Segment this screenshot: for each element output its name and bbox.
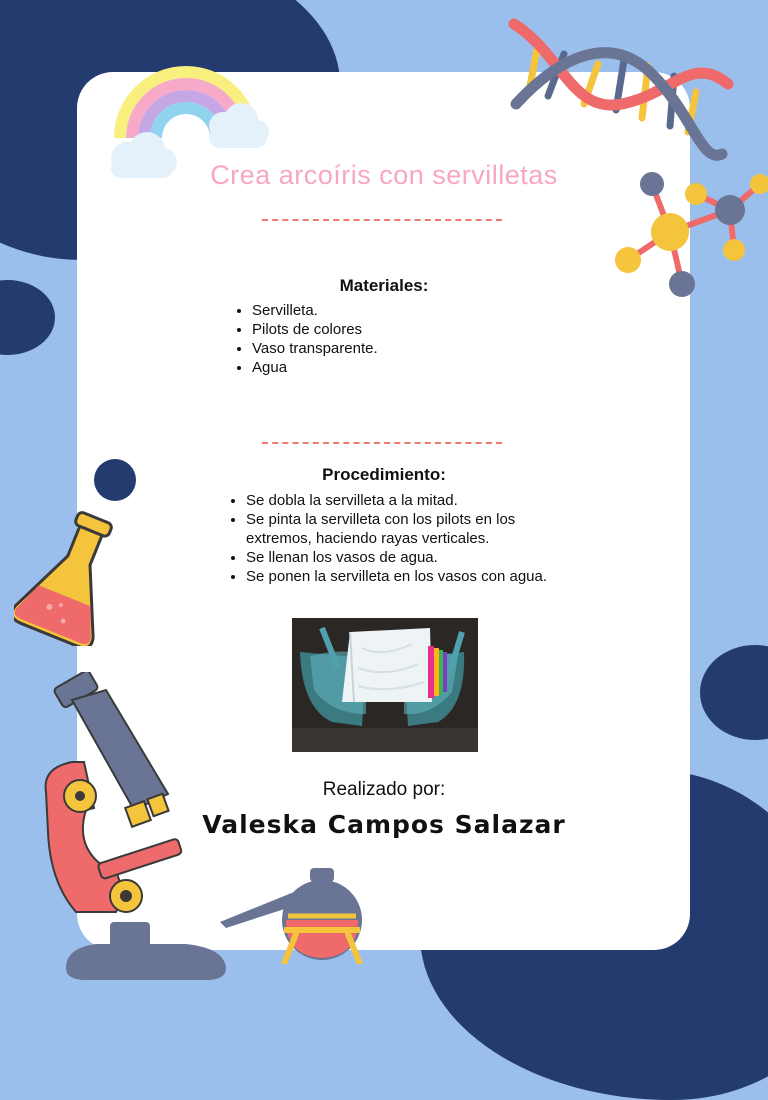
retort-flask-icon	[214, 864, 370, 964]
list-item: • Se pinta la servilleta con los pilots en los extremos, haciendo rayas verticales.	[246, 510, 566, 548]
page-title: Crea arcoíris con servilletas	[210, 160, 558, 190]
list-item: • Servilleta.	[252, 301, 552, 320]
dna-icon	[502, 14, 738, 164]
list-item: • Se llenan los vasos de agua.	[246, 548, 566, 567]
author-label: Realizado por:	[322, 779, 446, 800]
experiment-photo	[292, 618, 478, 752]
list-item: • Vaso transparente.	[252, 339, 552, 358]
list-item: • Pilots de colores	[252, 320, 552, 339]
materials-heading: Materiales:	[339, 276, 429, 295]
flask-icon	[14, 508, 124, 646]
procedure-heading: Procedimiento:	[322, 465, 446, 484]
background-blob-right	[700, 645, 768, 740]
procedure-list	[226, 491, 566, 586]
list-item: • Se ponen la servilleta en los vasos con agua.	[246, 567, 566, 586]
divider-top	[262, 219, 502, 221]
napkin-glasses-illustration	[292, 618, 478, 752]
divider-middle	[262, 442, 502, 444]
list-item: • Se dobla la servilleta a la mitad.	[246, 491, 566, 510]
materials-list	[232, 301, 552, 377]
author-name: Valeska Campos Salazar	[202, 810, 566, 839]
list-item: • Agua	[252, 358, 552, 377]
